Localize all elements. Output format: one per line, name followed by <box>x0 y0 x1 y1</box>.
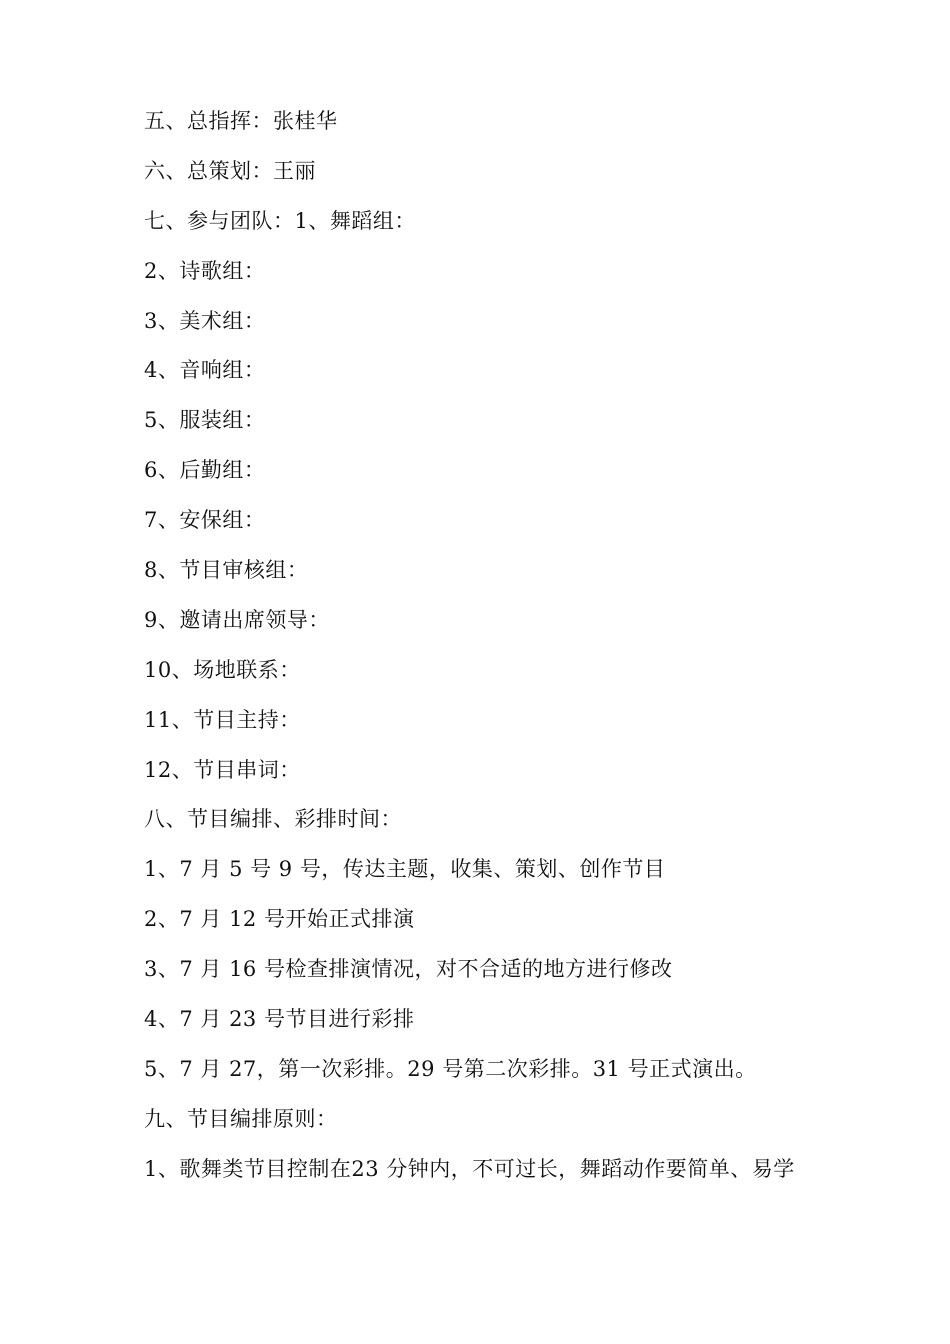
line-poetry-team: 2、诗歌组： <box>144 258 266 283</box>
line-schedule-2: 2、7 月 12 号开始正式排演 <box>144 907 415 932</box>
line-schedule-3: 3、7 月 16 号检查排演情况，对不合适的地方进行修改 <box>144 957 673 982</box>
line-schedule-heading: 八、节目编排、彩排时间： <box>144 807 402 832</box>
line-chief-planner: 六、总策划：王丽 <box>144 158 316 183</box>
document-body <box>144 104 844 1202</box>
line-art-team: 3、美术组： <box>144 308 266 333</box>
line-teams-dance: 七、参与团队：1、舞蹈组： <box>144 208 416 233</box>
line-venue-contact: 10、场地联系： <box>144 657 301 682</box>
line-program-host: 11、节目主持： <box>144 707 301 732</box>
line-schedule-5: 5、7 月 27，第一次彩排。29 号第二次彩排。31 号正式演出。 <box>144 1056 757 1081</box>
line-schedule-4: 4、7 月 23 号节目进行彩排 <box>144 1007 415 1032</box>
line-principles-heading: 九、节目编排原则： <box>144 1106 338 1131</box>
line-program-script: 12、节目串词： <box>144 757 301 782</box>
line-program-review-team: 8、节目审核组： <box>144 558 309 583</box>
line-costume-team: 5、服装组： <box>144 408 266 433</box>
line-principle-1: 1、歌舞类节目控制在23 分钟内，不可过长，舞蹈动作要简单、易学 <box>144 1156 795 1181</box>
line-invited-leaders: 9、邀请出席领导： <box>144 607 330 632</box>
line-schedule-1: 1、7 月 5 号 9 号，传达主题，收集、策划、创作节目 <box>144 857 666 882</box>
line-chief-conductor: 五、总指挥：张桂华 <box>144 109 338 133</box>
line-sound-team: 4、音响组： <box>144 358 266 383</box>
line-security-team: 7、安保组： <box>144 508 266 533</box>
line-logistics-team: 6、后勤组： <box>144 458 266 483</box>
